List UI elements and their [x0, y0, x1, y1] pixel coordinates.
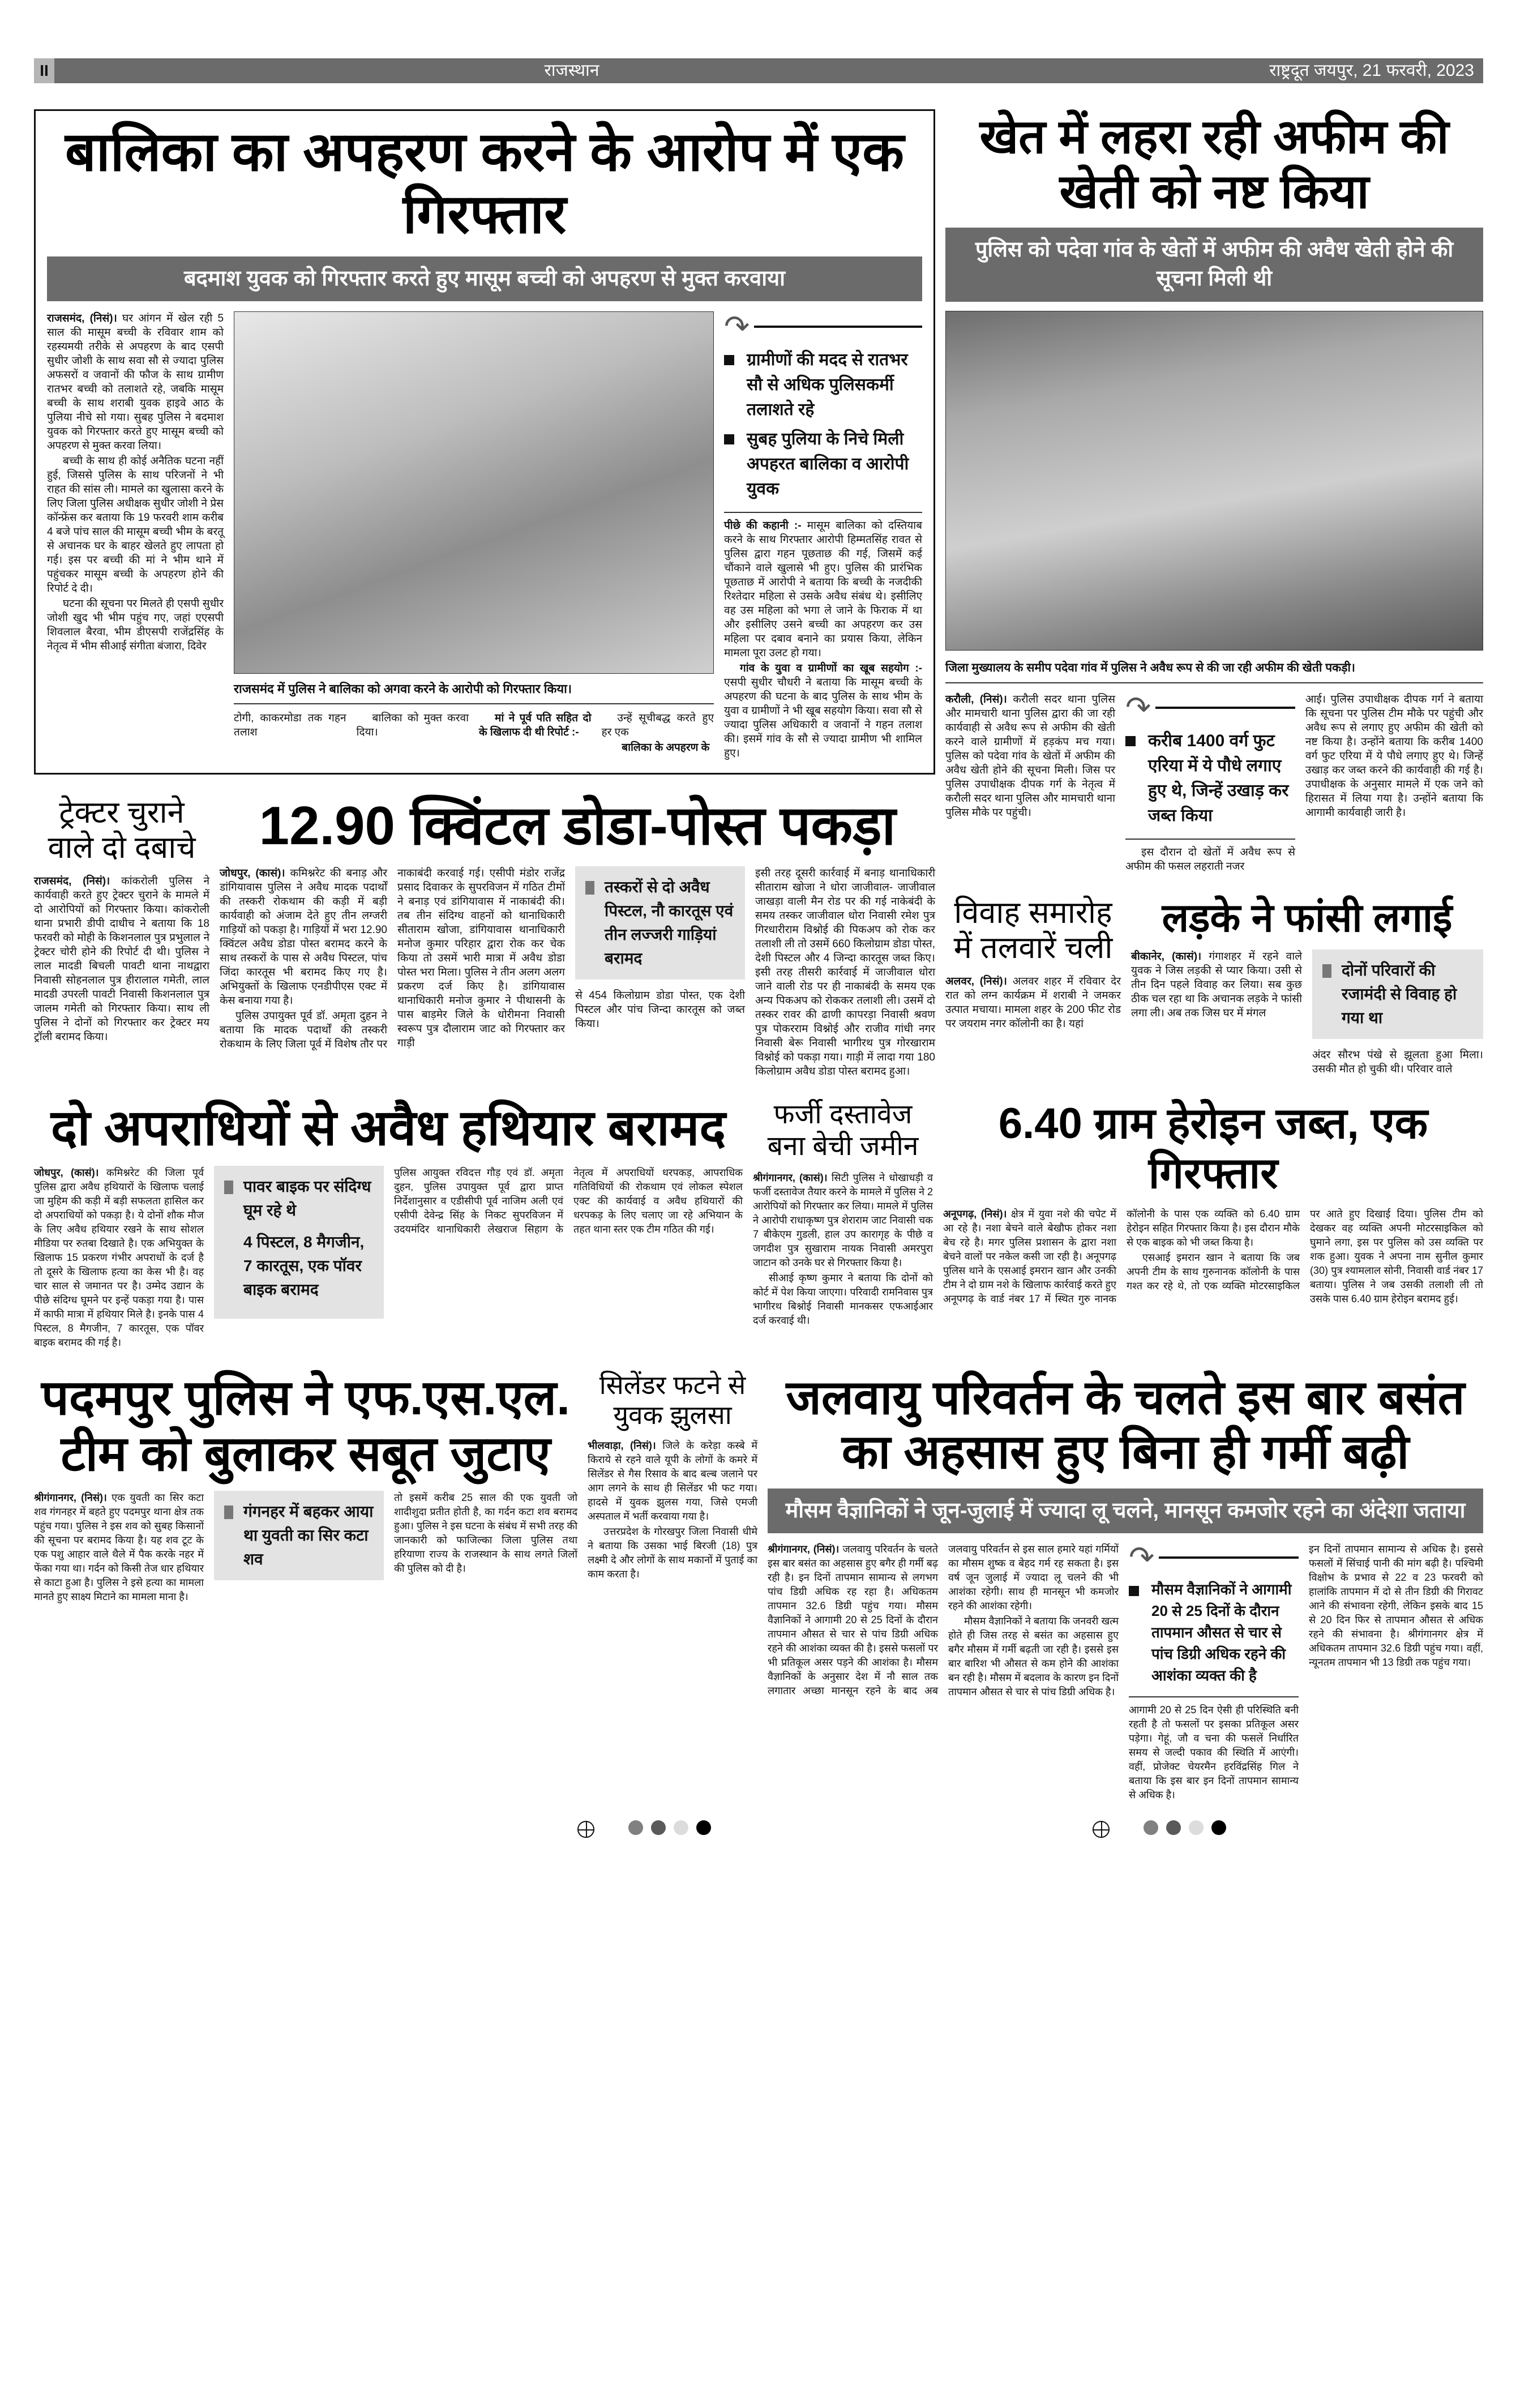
paragraph: पुलिस उपायुक्त पूर्व डॉ. अमृता दुहन ने बताया कि मादक पदार्थों की तस्करी रोकथाम के लिए जिला पूर्व में विशेष तौर पर नाकाबंदी करवाई गई। एसीपी मंडोर राजेंद्र प्रसाद दिवाकर के सुपरविजन में गठित टीमों ने बनाड़ एवं डांगियावास में नाकाबंदी की। तब तीन संदिग्ध वाहनों को थानाधिकारी सीताराम खोजा, डांगियावास थानाधिकारी मनोज कुमार परिहार द्वारा रोक कर चेक किया तो उसमें भारी मात्रा में अवैध डोडा पोस्त भरा मिला। पुलिस ने तीन अलग अलग प्रकरण दर्ज किए है। डांगियावास थानाधिकारी मनोज कुमार ने पीथासनी के पास बाड़मेर जिले के धोरीमना निवासी स्वरूप पुत्र दौलाराम जाट को गिरफ्तार कर गाड़ी [220, 867, 565, 1051]
color-swatch [1189, 1820, 1204, 1835]
dateline: जोधपुर, (कासं)। [34, 1166, 99, 1178]
dateline: बीकानेर, (कासं)। [1131, 951, 1202, 963]
cylinder-headline: सिलेंडर फटने से युवक झुलसा [599, 1370, 746, 1430]
hanging-headline: लड़के ने फांसी लगाई [1162, 895, 1453, 940]
callout-text: गंगनहर में बहकर आया था युवती का सिर कटा शव [243, 1503, 374, 1568]
paragraph: गंगाशहर में रहने वाले युवक ने जिस लड़की से प्यार किया। उसी से तीन दिन पहले विवाह कर लिया। सब कुछ ठीक चल रहा था कि अचानक लड़के ने फांसी लगा ली। अब तक जिस घर में मंगल [1131, 951, 1303, 1020]
highlight-item: करीब 1400 वर्ग फुट एरिया में ये पौधे लगाए हुए थे, जिन्हें उखाड़ कर जब्त किया [1125, 729, 1295, 828]
paragraph: कमिश्नरेट की बनाड़ और डांगियावास पुलिस ने अवैध मादक पदार्थों की तस्करी रोकथाम की कड़ी में बड़ी कार्यवाही को अंजाम देते हुए तीन लग्जरी गाड़ियों को पकड़ा है। गाड़ियों में भरा 12.90 क्विंटल अवैध डोडा पोस्त बरामद करने के साथ तस्करों के पास से अवैध पिस्टल, पांच जिंदा कारतूस भी बरामद किए गए है। अभियुक्तों के खिलाफ एनडीपीएस एक्ट में केस बनाया गया है। [220, 867, 387, 1007]
curved-arrow-icon: ↷ [1125, 690, 1151, 725]
weapons-body [34, 1166, 204, 1351]
paragraph: मासूम बालिका को दस्तियाब करने के साथ गिरफ्तार आरोपी हिम्मतसिंह रावत से पुलिस द्वारा गहन पूछताछ की गई, जिसमें कई चौंकाने वाले खुलासे भी हुए। पुलिस की प्रारंभिक पूछताछ में आरोपी ने बताया कि बच्ची के नजदीकी रिश्तेदार महिला से उसके अवैध संबंध थे। इसीलिए वह उस महिला को भगा ले जाने के फिराक में था और इसीलिए उसने बच्ची का अपहरण कर उस महिला पर दबाव बनाने का प्रयास किया, लेकिन मामला पूरा उलट हो गया। [724, 520, 922, 660]
dateline: भीलवाड़ा, (निसं)। [588, 1440, 656, 1452]
padampur-headline: पदमपुर पुलिस ने एफ.एस.एल. टीम को बुलाकर सबूत जुटाए [41, 1370, 571, 1481]
divider [1159, 1556, 1299, 1559]
heroin-body [943, 1207, 1483, 1306]
paragraph: एसपी सुधीर चौधरी ने बताया कि मासूम बच्ची के अपहरण की घटना के बाद पुलिस के साथ भीम के युवा व ग्रामीणों ने भी खूब सहयोग किया। सवा सौ से ज्यादा पुलिस अधिकारी व जवानों ने गहन तलाश की। इसमें गांव के सौ से ज्यादा ग्रामीण भी शामिल हुए। [724, 677, 922, 760]
color-swatch [651, 1820, 666, 1835]
padampur-callout [214, 1491, 384, 1580]
subheading: पीछे की कहानी :- [724, 520, 802, 532]
kidnap-body [47, 311, 224, 655]
dateline: राजसमंद, (निसं)। [34, 875, 110, 888]
fake-docs-headline: फर्जी दस्तावेज बना बेची जमीन [767, 1100, 919, 1161]
dateline: राजसमंद, (निसं)। [47, 313, 117, 325]
section-name: राजस्थान [544, 61, 599, 80]
callout-text: दोनों परिवारों की रजामंदी से विवाह हो गया था [1342, 961, 1457, 1027]
padampur-body-2 [394, 1491, 577, 1577]
paragraph: एक युवती का सिर कटा शव गंगनहर में बहते हुए पदमपुर थाना क्षेत्र तक पहुंच गया। पुलिस ने इस शव को सुबह किसानों की सूचना पर बरामद किया है। यह शव टूट के एक पशु आहार वाले थैले में पैक करके नहर में फेंका गया था। गर्दन को किसी तेज धार हथियार से काटा हुआ है। पुलिस ने इसे हत्या का मामला मानते हुए साक्ष्य मिटाने का मामला माना है। [34, 1492, 204, 1603]
dateline: अलवर, (निसं)। [945, 975, 1007, 987]
paragraph: क्षेत्र में युवा नशे की चपेट में आ रहे है। नशा बेचने वाले बेखौफ होकर नशा बेच रहे है। मगर पुलिस प्रशासन के द्वारा नशा बेचने वालों पर नकेल कसी जा रही है। अनूपगढ़ पुलिस थाने के एसआई इमरान खान और उनकी टीम ने दो ग्राम नशे के खिलाफ कार्रवाई करते हुए अनूपगढ़ के वार्ड नंबर 17 में स्थित गुरु नानक कॉलोनी के पास एक व्यक्ति को 6.40 ग्राम हेरोइन सहित गिरफ्तार किया है। इस दौरान मौके से एक बाइक को भी जब्त किया है। [943, 1208, 1300, 1305]
kidnap-highlights [724, 348, 922, 506]
hanging-body-2 [1312, 1048, 1483, 1077]
kidnap-body-continued [234, 711, 714, 755]
color-bar [1144, 1820, 1234, 1838]
dateline: श्रीगंगानगर, (कासं)। [753, 1171, 828, 1183]
right-stack [945, 109, 1483, 1077]
page-header [34, 58, 1483, 83]
paragraph: मौसम वैज्ञानिकों ने बताया कि जनवरी खत्म होते ही जिस तरह से बसंत का अहसास हुए बगैर मौसम में गर्मी बढ़ती जा रही है। इससे इस बार बारिश भी औसत से कम होने की आशंका बन रही है। मौसम में बदलाव के कारण इन दिनों तापमान औसत से चार से पांच डिग्री अधिक है। [948, 1615, 1119, 1698]
climate-body [768, 1542, 1119, 1699]
dateline: राष्ट्रदूत जयपुर, 21 फरवरी, 2023 [1269, 61, 1474, 80]
registration-mark-icon [577, 1821, 594, 1838]
wedding-hanging-row [945, 895, 1483, 1078]
climate-body-2 [1309, 1542, 1483, 1671]
paragraph: कांकरोली पुलिस ने कार्यवाही करते हुए ट्रेक्टर चुराने के मामले में दो आरोपियों को गिरफ्तार किया। कांकरोली थाना प्रभारी डीपी दाधीच ने बताया कि 18 फरवरी को मोही के किशनलाल पुत्र प्रभुलाल ने ट्रेक्टर चोरी होने की रिपोर्ट दी थी। पुलिस ने लाल मादडी बिचली पावटी थाना नाथद्वारा निवासी सोहनलाल पुत्र हीरालाल गमेती, लाल मादडी उपरली पावटी निवासी किशनलाल पुत्र जालम गमेती को गिरफ्तार किया। साथ ली पुलिस ने दोनों को गिरफ्तार कर ट्रेक्टर मय ट्रॉली बरामद किया। [34, 875, 209, 1043]
kidnap-subhead: बदमाश युवक को गिरफ्तार करते हुए मासूम बच्ची को अपहरण से मुक्त करवाया [47, 256, 922, 301]
paragraph: उत्तरप्रदेश के गोरखपुर जिला निवासी धीमे ने बताया कि उसका भाई बिरजी (18) पुत्र लक्ष्मी दे और लोगों के साथ मकानों में पुताई का काम करता है। [588, 1526, 757, 1580]
highlight-item: ग्रामीणों की मदद से रातभर सौ से अधिक पुलिसकर्मी तलाशते रहे [724, 348, 922, 422]
continued-label: बालिका के अपहरण के [622, 742, 710, 754]
highlight-item: मौसम वैज्ञानिकों ने आगामी 20 से 25 दिनों के दौरान तापमान औसत से चार से पांच डिग्री अधिक रहने की आशंका व्यक्त की है [1129, 1579, 1299, 1686]
paragraph: बच्ची के साथ ही कोई अनैतिक घटना नहीं हुई, जिससे पुलिस के साथ परिजनों ने भी राहत की सांस ली। मामले का खुलासा करने के लिए जिला पुलिस अधीक्षक सुधीर जोशी ने प्रेस कॉन्फ्रेंस कर बताया कि 19 फरवरी शाम करीब 4 बजे पांच साल की मासूम बच्ची भीम के बरतू से अचानक घर के बाहर खेलते हुए लापता हो गई। इस पर बच्ची की मां ने भीम थाने में पहुंचकर मासूम बच्ची के अपहरण होने की रिपोर्ट दे दी। [47, 455, 224, 595]
callout-item: पावर बाइक पर संदिग्ध घूम रहे थे [243, 1177, 371, 1219]
paragraph: अलवर शहर में रविवार देर रात को लग्न कार्यक्रम में शराबी ने जमकर उत्पात मचाया। मामला शहर के 200 फीट रोड पर जयराम नगर कॉलोनी का है। यहां [945, 975, 1121, 1030]
paragraph: घटना की सूचना पर मिलते ही एसपी सुधीर जोशी खुद भी भीम पहुंच गए, जहां एएसपी शिवलाल बैरवा, भीम डीएसपी राजेंद्रसिंह के नेतृत्व में भीम सीआई संगीता बंजारा, दिवेर [47, 598, 224, 653]
paragraph: उन्हें सूचीबद्ध करते हुए हर एक [601, 712, 714, 739]
curved-arrow-icon: ↷ [1129, 1541, 1155, 1575]
curved-arrow-icon: ↷ [724, 310, 750, 344]
paragraph: करौली सदर थाना पुलिस और मामचारी थाना पुलिस द्वारा की जा रही कार्यवाही से अवैध रूप से अफीम की खेती करने वाले ग्रामीणों में हड़कंप मच गया। पुलिस को पदेवा गांव के खेतों में अफीम की अवैध खेती होने की सूचना मिली। जिस पर पुलिस उपाधीक्षक दीपक गर्ग के नेतृत्व में करौली सदर थाना पुलिस और मामचारी थाना पुलिस मौके पर पहुंची। [945, 693, 1115, 819]
divider [724, 512, 922, 513]
paragraph: आई। पुलिस उपाधीक्षक दीपक गर्ग ने बताया कि सूचना पर पुलिस टीम मौके पर पहुंची और अवैध रूप से लगाए हुए अफीम की खेती को नष्ट किया है। उन्होंने बताया कि करीब 1400 वर्ग फुट एरिया में ये पौधे लगाए हुए थे। जिन्हें उखाड़ कर जब्त करने की कार्यवाही की गई है। उपाधीक्षक के अनुसार मामले में एक जने को हिरासत में लिया गया है। उन्होंने बताया कि आगामी कार्यवाही जारी है। [1305, 693, 1483, 819]
paragraph: पुलिस आयुक्त रविदत्त गौड़ एवं डॉ. अमृता दुहन, पुलिस उपायुक्त पूर्व द्वारा प्राप्त निर्देशानुसार व एडीसीपी पूर्व नाजिम अली एवं एसीपी देवेन्द्र सिंह के निकट सुपरविजन में उदयमंदिर थानाधिकारी लेखराज सिहाग के नेतृत्व में अपराधियों धरपकड़, आपराधिक गतिविधियों की रोकथाम एवं लोकल स्पेशल एक्ट की कार्यवाई व अवैध हथियारों की धरपकड़ के लिए चलाए जा रहे अभियान के तहत थाना स्तर एक टीम गठित की गई। [394, 1166, 743, 1235]
padampur-body [34, 1491, 204, 1605]
print-marks [577, 1820, 1483, 1838]
row-weapons-fake-heroin [34, 1099, 1483, 1350]
paragraph: कमिश्नरेट की जिला पूर्व पुलिस द्वारा अवैध हथियारों के खिलाफ चलाई जा मुहिम की कड़ी में बड़ी सफलता हासिल कर दो अपराधियों को पकड़ा है। ये दोनों शौक मौज के लिए अवैध हथियार रखने के साथ सोशल मीडिया पर रुतबा दिखाते है। एक अभियुक्त के खिलाफ 15 प्रकरण गंभीर अपराधों के दर्ज है तो दूसरे के खिलाफ हत्या का केस भी है। वह चार साल से जमानत पर है। उम्मेद उद्यान के पीछे संदिग्ध घूमने पर इन्हें पकड़ा गया है। पास में काफी मात्रा में हथियार मिले है। इनके पास 4 पिस्टल, 8 मैगजीन, 7 कारतूस, एक पॉवर बाइक बरामद की गई है। [34, 1166, 204, 1348]
arrest-photo [234, 311, 714, 674]
subheading: मां ने पूर्व पति सहित दो के खिलाफ दी थी रिपोर्ट :- [479, 712, 592, 739]
doda-headline: 12.90 क्विंटल डोडा-पोस्त पकड़ा [259, 795, 896, 857]
cylinder-body [588, 1439, 757, 1582]
kidnap-photo-caption: राजसमंद में पुलिस ने बालिका को अगवा करने के आरोपी को गिरफ्तार किया। [234, 681, 714, 704]
fake-docs-body [753, 1171, 933, 1329]
paragraph: आगामी 20 से 25 दिन ऐसी ही परिस्थिति बनी रहती है तो फसलों पर इसका प्रतिकूल असर पड़ेगा। गेहूं, जौ व चना की फसलें निर्धारित समय से जल्दी पकाव की स्थिति में आएंगी। वहीं, प्रोजेक्ट चेयरमैन हरविंद्रसिंह गिल ने बताया कि इस बार इन दिनों तापमान सामान्य से अधिक है। [1129, 1704, 1299, 1801]
color-swatch [1144, 1820, 1158, 1835]
tractor-headline: ट्रेक्टर चुराने वाले दो दबाचे [48, 795, 196, 865]
climate-subhead: मौसम वैज्ञानिकों ने जून-जुलाई में ज्यादा लू चलने, मानसून कमजोर रहने का अंदेशा जताया [768, 1489, 1483, 1533]
hanging-body [1131, 949, 1302, 1021]
left-stack [34, 109, 935, 1080]
color-bar [628, 1820, 719, 1838]
callout-item: 4 पिस्टल, 8 मैगजीन, 7 कारतूस, एक पॉवर बाइक बरामद [243, 1233, 365, 1298]
paragraph: से 454 किलोग्राम डोडा पोस्त, एक देशी पिस्टल और पांच जिन्दा कारतूस को जब्त किया। [575, 990, 745, 1030]
heroin-headline: 6.40 ग्राम हेरोइन जब्त, एक गिरफ्तार [998, 1100, 1428, 1197]
opium-callout [1125, 729, 1295, 833]
paragraph: जिले के करेड़ा कस्बे में किराये से रहने वाले यूपी के लोगों के कमरे में सिलेंडर से गैस रिसाव के बाद बल्ब जलाने पर आग लगने के साथ ही सिलेंडर भी फट गया। हादसे में युवक झुलस गया, जिसे एमजी अस्पताल में भर्ती करवाया गया है। [588, 1440, 757, 1522]
color-swatch [628, 1820, 643, 1835]
kidnap-headline: बालिका का अपहरण करने के आरोप में एक गिरफ्तार [65, 122, 905, 245]
climate-body-callout-col [1129, 1703, 1299, 1803]
opium-field-photo [945, 311, 1483, 651]
wedding-headline: विवाह समारोह में तलवारें चली [953, 895, 1113, 965]
paragraph: बालिका को मुक्त करवा दिया। [356, 712, 469, 739]
paragraph: सीआई कृष्ण कुमार ने बताया कि दोनों को कोर्ट में पेश किया जाएगा। परिवादी रामनिवास पुत्र भागीरथ बिश्नोई निवासी मानकसर एफआईआर दर्ज करवाई थी। [753, 1272, 933, 1326]
paragraph: तो इसमें करीब 25 साल की एक युवती जो शादीशुदा प्रतीत होती है, का गर्दन कटा शव बरामद हुआ। पुलिस ने इस घटना के संबंध में सभी तरह की जानकारी को फाजिल्का जिला पुलिस तथा हरियाणा राज्य के राजस्थान के साथ लगते जिलों की पुलिस को दी है। [394, 1492, 577, 1575]
kidnap-article-box [34, 109, 935, 775]
opium-headline: खेत में लहरा रही अफीम की खेती को नष्ट किया [979, 110, 1449, 218]
divider [1129, 1696, 1299, 1697]
dateline: जोधपुर, (कासं)। [220, 867, 285, 880]
paragraph: इस दौरान दो खेतों में अवैध रूप से अफीम की फसल लहराती नजर [1125, 846, 1295, 872]
callout-text: तस्करों से दो अवैध पिस्टल, नौ कारतूस एवं तीन लज्जरी गाड़ियां बरामद [605, 878, 734, 968]
kidnap-backstory [724, 519, 922, 762]
dateline: श्रीगंगानगर, (निसं)। [768, 1543, 840, 1555]
opium-body [945, 692, 1115, 821]
doda-body-2 [575, 989, 745, 1032]
dateline: करौली, (निसं)। [945, 693, 1007, 705]
tractor-body [34, 874, 209, 1045]
climate-headline: जलवायु परिवर्तन के चलते इस बार बसंत का अहसास हुए बिना ही गर्मी बढ़ी [786, 1370, 1465, 1479]
opium-body-3 [1305, 692, 1483, 821]
paragraph: सिटी पुलिस ने धोखाधड़ी व फर्जी दस्तावेज तैयार करने के मामले में पुलिस ने 2 आरोपियों को गिरफ्तार कर लिया। मामले में पुलिस ने आरोपी राधाकृष्ण पुत्र शेराराम जाट निवासी चक 7 बीकेएम गुडली, हाल उप कारागृह के पीछे व जगदीश पुत्र सुखाराम नायक निवासी अमरपुरा जाटान को उनके घर से गिरफ्तार किया है। [753, 1171, 933, 1268]
row-padampur-cylinder-climate [34, 1370, 1483, 1803]
newspaper-page [34, 58, 1483, 1838]
page-number: II [34, 58, 54, 83]
color-swatch [1211, 1820, 1226, 1835]
paragraph: जलवायु परिवर्तन के चलते इस बार बसंत का अहसास हुए बगैर ही गर्मी बढ़ रही है। इन दिनों तापमान सामान्य से लगभग पांच डिग्री अधिक रह रहा है। अधिकतम तापमान 32.6 डिग्री पहुंच गया। मौसम वैज्ञानिकों ने आगामी 20 से 25 दिनों के दौरान तापमान औसत से चार से पांच डिग्री अधिक रहने की आशंका व्यक्त की है। इससे फसलों पर भी प्रतिकूल असर पड़ने की आशंका है। मौसम वैज्ञानिकों के अनुसार देश में नौ साल तक लगातार अच्छा मानसून रहने के बाद अब जलवायु परिवर्तन से इस साल हमारे यहां गर्मियों का मौसम शुष्क व बेहद गर्म रह सकता है। इस वर्ष जून जुलाई में ज्यादा लू चलने की भी आशंका रहेगी। साथ ही मानसून भी कमजोर रहने की आशंका रहेगी। [768, 1543, 1119, 1697]
opium-subhead: पुलिस को पदेवा गांव के खेतों में अफीम की अवैध खेती होने की सूचना मिली थी [945, 228, 1483, 302]
paragraph: घर आंगन में खेल रही 5 साल की मासूम बच्ची के रविवार शाम को रहस्यमयी तरीके से अपहरण के बाद एसपी सुधीर जोशी के साथ सवा सौ से ज्यादा पुलिस अफसरों व जवानों की फौज के साथ ग्रामीण रातभर बच्ची को तलाशते रहे, जबकि मासूम बच्ची के साथ शराबी युवक हाइवे आठ के पुलिया नीचे सो गया। सुबह पुलिस ने बदमाश युवक को गिरफ्तार करते हुए मासूम बच्ची को अपहरण से मुक्त करवा लिया। [47, 313, 224, 452]
dateline: श्रीगंगानगर, (निसं)। [34, 1492, 107, 1504]
color-swatch [674, 1820, 688, 1835]
opium-photo-caption: जिला मुख्यालय के समीप पदेवा गांव में पुलिस ने अवैध रूप से की जा रही अफीम की खेती पकड़ी। [945, 660, 1483, 683]
paragraph: अंदर सौरभ पंखे से झूलता हुआ मिला। उसकी मौत हो चुकी थी। परिवार वाले [1312, 1049, 1483, 1076]
paragraph: टोगी, काकरमोडा तक गहन तलाश [234, 712, 346, 739]
top-section [34, 109, 1483, 1080]
doda-body-3 [755, 866, 935, 1080]
opium-body-2 [1125, 845, 1295, 875]
highlight-item: सुबह पुलिया के निचे मिली अपहरत बालिका व आरोपी युवक [724, 427, 922, 502]
subheading: गांव के युवा व ग्रामीणों का खूब सहयोग :- [740, 662, 922, 675]
divider [1155, 707, 1295, 709]
color-swatch [1166, 1820, 1181, 1835]
color-swatch [696, 1820, 711, 1835]
divider [754, 326, 922, 328]
doda-body [220, 866, 565, 1051]
wedding-body [945, 974, 1121, 1032]
hanging-callout [1312, 949, 1483, 1039]
dateline: अनूपगढ़, (निसं)। [943, 1208, 1007, 1220]
divider [1125, 839, 1295, 840]
weapons-headline: दो अपराधियों से अवैध हथियार बरामद [50, 1100, 726, 1156]
paragraph: इन दिनों तापमान सामान्य से अधिक है। इससे फसलों में सिंचाई पानी की मांग बढ़ी है। पश्चिमी विक्षोभ के प्रभाव से 22 व 23 फरवरी को हालांकि तापमान में दो से तीन डिग्री की गिरावट आने की संभावना रहेगी, लेकिन इसके बाद 15 से 20 दिन फिर से तापमान औसत से अधिक रहने की संभावना है। श्रीगंगानगर क्षेत्र में अधिकतम तापमान 32.6 डिग्री पहुंच गया। वहीं, न्यूनतम तापमान भी 13 डिग्री तक पहुंच गया। [1309, 1543, 1483, 1669]
weapons-callout [214, 1166, 384, 1319]
paragraph: एसआई इमरान खान ने बताया कि जब अपनी टीम के साथ गुरुनानक कॉलोनी के पास गश्त कर रहे थे, तो एक व्यक्ति मोटरसाइकिल पर आते हुए दिखाई दिया। पुलिस टीम को देखकर वह व्यक्ति अपनी मोटरसाइकिल को घुमाने लगा, इस पर पुलिस को उस व्यक्ति पर शक हुआ। युवक ने अपना नाम सुनील कुमार (30) पुत्र श्यामलाल सोनी, निवासी वार्ड नंबर 17 बताया। पुलिस ने जब उसकी तलाशी ली तो उसके पास 6.40 ग्राम हेरोइन बरामद हुई। [1127, 1208, 1483, 1305]
paragraph: इसी तरह दूसरी कार्रवाई में बनाड़ थानाधिकारी सीताराम खोजा ने धोरा जाजीवाल- जाजीवाल जाखड़ा वाली मैन रोड पर की गई नाकेबंदी के समय तस्कर जाजीवाल धोरा निवासी रमेश पुत्र गिरधारीराम विश्नोई की पिकअप को रोक कर तलाशी ली तो उसमें 660 किलोग्राम डोडा पोस्त, देशी पिस्टल और 4 जिन्दा कारतूस जब्त किए। इसी तरह तीसरी कार्रवाई में जाजीवाल धोरा जाने वाली रोड पर ही नाकाबंदी के समय एक अन्य पिकअप को रोककर तलाशी ली। उसमें दो तस्कर रावर की ढाणी कापरड़ा निवासी श्रवण पुत्र पोकरराम विश्नोई और राजीव गांधी नगर निवासी बेरू निवासी भागीरथ पुत्र गोरखाराम विश्नोई को पकड़ा गया। गाड़ी में लादा गया 180 किलोग्राम अवैध डोडा पोस्त बरामद हुआ। [755, 867, 935, 1078]
tractor-doda-row [34, 795, 935, 1080]
weapons-body-2 [394, 1166, 743, 1237]
doda-callout [575, 866, 745, 980]
climate-callout [1129, 1579, 1299, 1691]
registration-mark-icon [1093, 1821, 1110, 1838]
